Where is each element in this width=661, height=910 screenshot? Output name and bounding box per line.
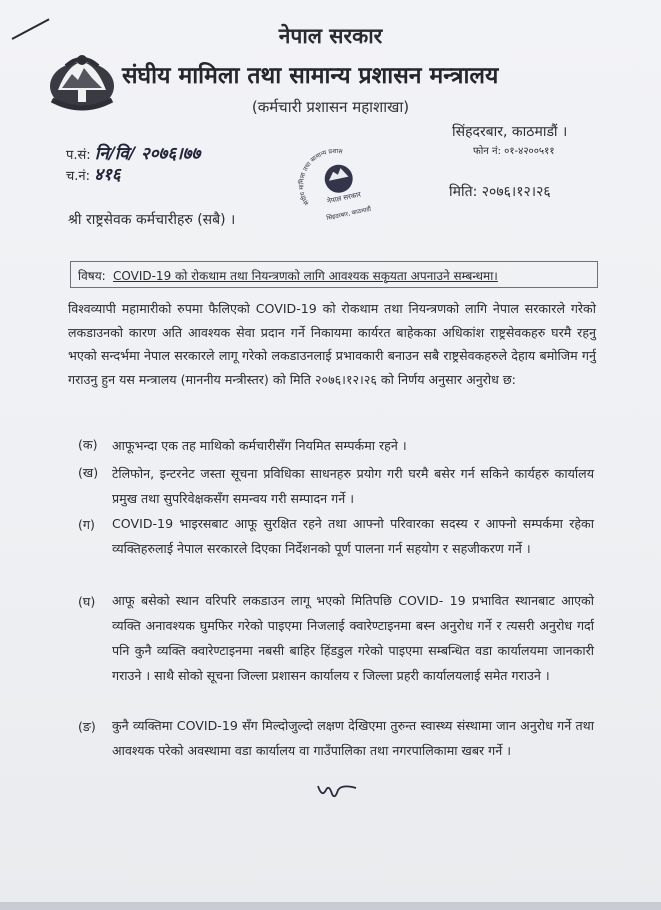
list-item: आफूभन्दा एक तह माथिको कर्मचारीसँग नियमित सम्पर्कमा रहने । [112, 438, 407, 453]
ministry-name: संघीय मामिला तथा सामान्य प्रशासन मन्त्रालय [122, 63, 499, 89]
item-marker: (घ) [78, 594, 96, 609]
chalani-label: च.नं: [66, 169, 90, 184]
list-item: आफू बसेको स्थान वरिपरि लकडाउन लागू भएको मितिपछि COVID- 19 प्रभावित स्थानबाट आएको व्यक्ति अनावश्यक घुमफिर गरेको पाइएमा निजलाई क्वारेण्टाइनमा बस्न अनुरोध गर्ने र त्यसरी अनुरोध गर्दा पनि कुनै व्यक्ति क्वारेण्टाइनमा नबसी बाहिर हिंडडुल गरेको पाइएमा सम्बन्धित वडा कार्यालयमा जानकारी गराउने । साथै सोको सूचना जिल्ला प्रशासन कार्यालय र जिल्ला प्रहरी कार्यालयलाई समेत गराउने । [112, 593, 594, 683]
stamp-top-text: नेपाल सरकार [326, 190, 362, 206]
signature-mark [316, 780, 358, 800]
patra-sankhya [66, 141, 200, 164]
office-stamp [296, 145, 380, 225]
patra-value: नि/वि/ २०७६।७७ [94, 144, 201, 164]
patra-label: प.सं: [66, 148, 91, 163]
item-marker: (क) [78, 437, 98, 452]
list-item: कुनै व्यक्तिमा COVID-19 सँग मिल्दोजुल्दो लक्षण देखिएमा तुरुन्त स्वास्थ्य संस्थामा जान अनुरोध गर्ने तथा आवश्यक परेको अवस्थामा वडा कार्यालय वा गाउँपालिका तथा नगरपालिकामा खबर गर्ने । [112, 718, 594, 758]
stamp-arc-path: संघीय मामिला तथा सामान्य प्रशासन [298, 147, 344, 207]
list-item: टेलिफोन, इन्टरनेट जस्ता सूचना प्रविधिका साधनहरु प्रयोग गरी घरमै बसेर गर्न सकिने कार्यहरु कार्यालय प्रमुख तथा सुपरिवेक्षकसँग समन्वय गरी सम्पादन गर्ने । [112, 466, 594, 506]
chalani-number [66, 162, 121, 185]
chalani-value: ४१६ [94, 165, 121, 185]
stamp-bottom-text: सिंहदरबार, काठमाडौं [326, 205, 372, 222]
letter-date: मिति: २०७६।१२।२६ [449, 184, 551, 200]
government-name: नेपाल सरकार [278, 24, 383, 48]
subject-text: COVID-19 को रोकथाम तथा नियन्त्रणको लागि आवश्यक सकृयता अपनाउने सम्बन्धमा। [113, 269, 498, 283]
office-location: सिंहदरबार, काठमाडौं । [452, 124, 568, 140]
item-marker: (ग) [78, 517, 95, 532]
item-marker: (ख) [78, 465, 99, 480]
office-phone: फोन नं: ०१-४२००५११ [473, 146, 555, 157]
recipient: श्री राष्ट्रसेवक कर्मचारीहरु (सबै) । [68, 212, 236, 228]
body-paragraph: विश्वव्यापी महामारीको रुपमा फैलिएको COVID-19 को रोकथाम तथा नियन्त्रणको लागि नेपाल सरकारले गरेको लकडाउनको कारण अति आवश्यक सेवा प्रदान गर्ने निकायमा कार्यरत बाहेकका अधिकांश राष्ट्रसेवकहरु घरमै रहनु भएको सन्दर्भमा नेपाल सरकारले लागू गरेको लकडाउनलाई प्रभावकारी बनाउन सबै राष्ट्रसेवकहरुले देहाय बमोजिम गर्नु गराउनु हुन यस मन्त्रालय (माननीय मन्त्रीस्तर) को मिति २०७६।१२।२६ को निर्णय अनुसार अनुरोध छ: [68, 301, 596, 387]
page-bottom-edge [0, 902, 661, 910]
list-item: COVID-19 भाइरसबाट आफू सुरक्षित रहने तथा आफ्नो परिवारका सदस्य र आफ्नो सम्पर्कमा रहेका व्यक्तिहरुलाई नेपाल सरकारले दिएका निर्देशनको पूर्ण पालना गर्न सहयोग र सहजीकरण गर्ने । [112, 516, 594, 556]
item-marker: (ङ) [78, 719, 96, 734]
subject-label: विषय: [78, 269, 106, 283]
division-name: (कर्मचारी प्रशासन महाशाखा) [251, 98, 410, 116]
